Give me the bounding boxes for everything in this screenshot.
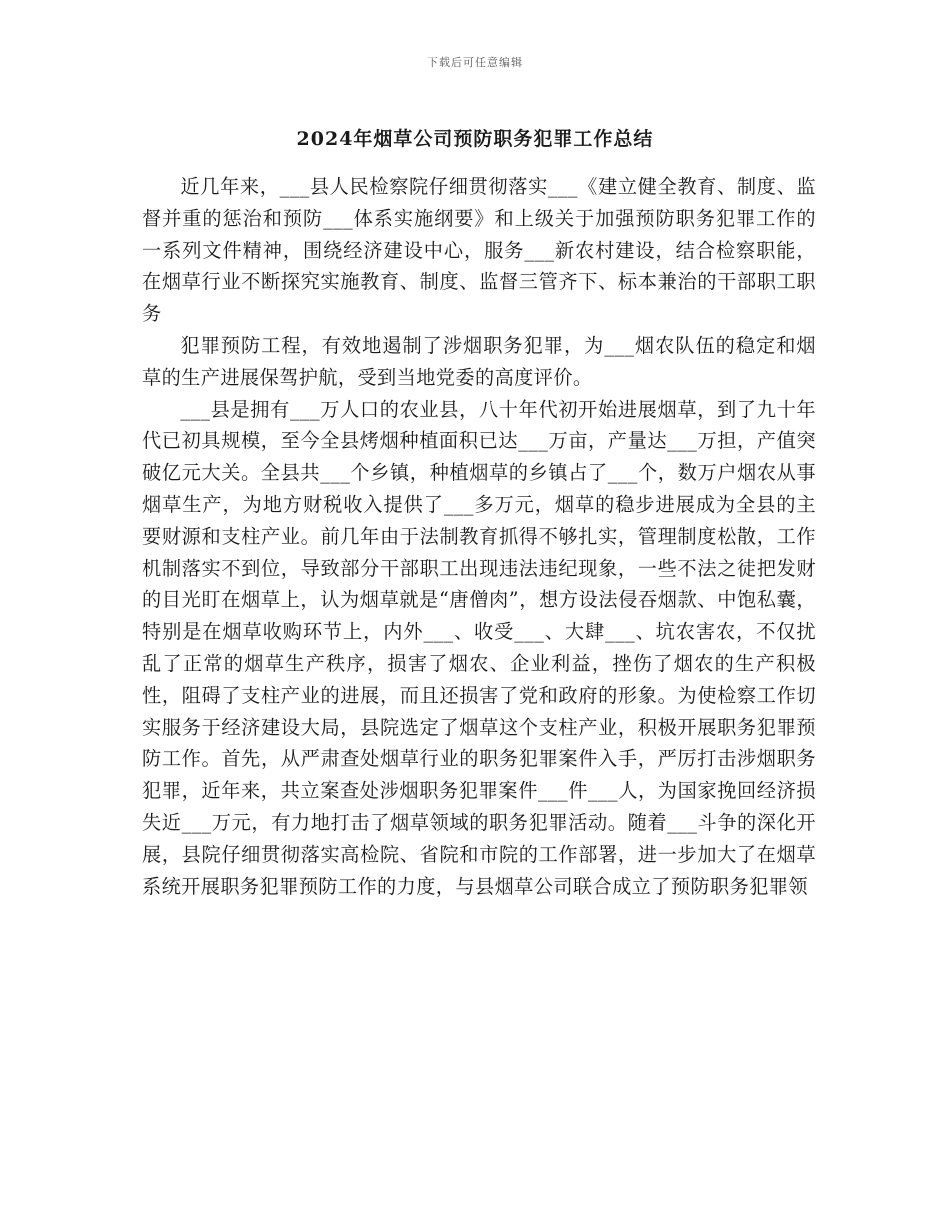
document-title: 2024年烟草公司预防职务犯罪工作总结 [296,128,654,150]
paragraph-2: 犯罪预防工程，有效地遏制了涉烟职务犯罪，为___烟农队伍的稳定和烟草的生产进展保驾护航，受到当地党委的高度评价。 [142,333,816,389]
page-header-note: 下载后可任意编辑 [427,56,523,69]
paragraph-1: 近几年来，___县人民检察院仔细贯彻落实___《建立健全教育、制度、监督并重的惩治和预防___体系实施纲要》和上级关于加强预防职务犯罪工作的一系列文件精神，围绕经济建设中心，服务___新农村建设，结合检察职能，在烟草行业不断探究实施教育、制度、监督三管齐下、标本兼治的干部职工职务 [142,175,816,326]
document-body [142,171,816,902]
paragraph-3: ___县是拥有___万人口的农业县，八十年代初开始进展烟草，到了九十年代已初具规模，至今全县烤烟种植面积已达___万亩，产量达___万担，产值突破亿元大关。全县共___个乡镇，种植烟草的乡镇占了___个，数万户烟农从事烟草生产，为地方财税收入提供了___多万元，烟草的稳步进展成为全县的主要财源和支柱产业。前几年由于法制教育抓得不够扎实，管理制度松散，工作机制落实不到位，导致部分干部职工出现违法违纪现象，一些不法之徒把发财的目光盯在烟草上，认为烟草就是“唐僧肉”，想方设法侵吞烟款、中饱私囊，特别是在烟草收购环节上，内外___、收受___、大肆___、坑农害农，不仅扰乱了正常的烟草生产秩序，损害了烟农、企业利益，挫伤了烟农的生产积极性，阻碍了支柱产业的进展，而且还损害了党和政府的形象。为使检察工作切实服务于经济建设大局，县院选定了烟草这个支柱产业，积极开展职务犯罪预防工作。首先，从严肃查处烟草行业的职务犯罪案件入手，严厉打击涉烟职务犯罪，近年来，共立案查处涉烟职务犯罪案件___件___人，为国家挽回经济损失近___万元，有力地打击了烟草领域的职务犯罪活动。随着___斗争的深化开展，县院仔细贯彻落实高检院、省院和市院的工作部署，进一步加大了在烟草系统开展职务犯罪预防工作的力度，与县烟草公司联合成立了预防职务犯罪领 [142,397,816,898]
